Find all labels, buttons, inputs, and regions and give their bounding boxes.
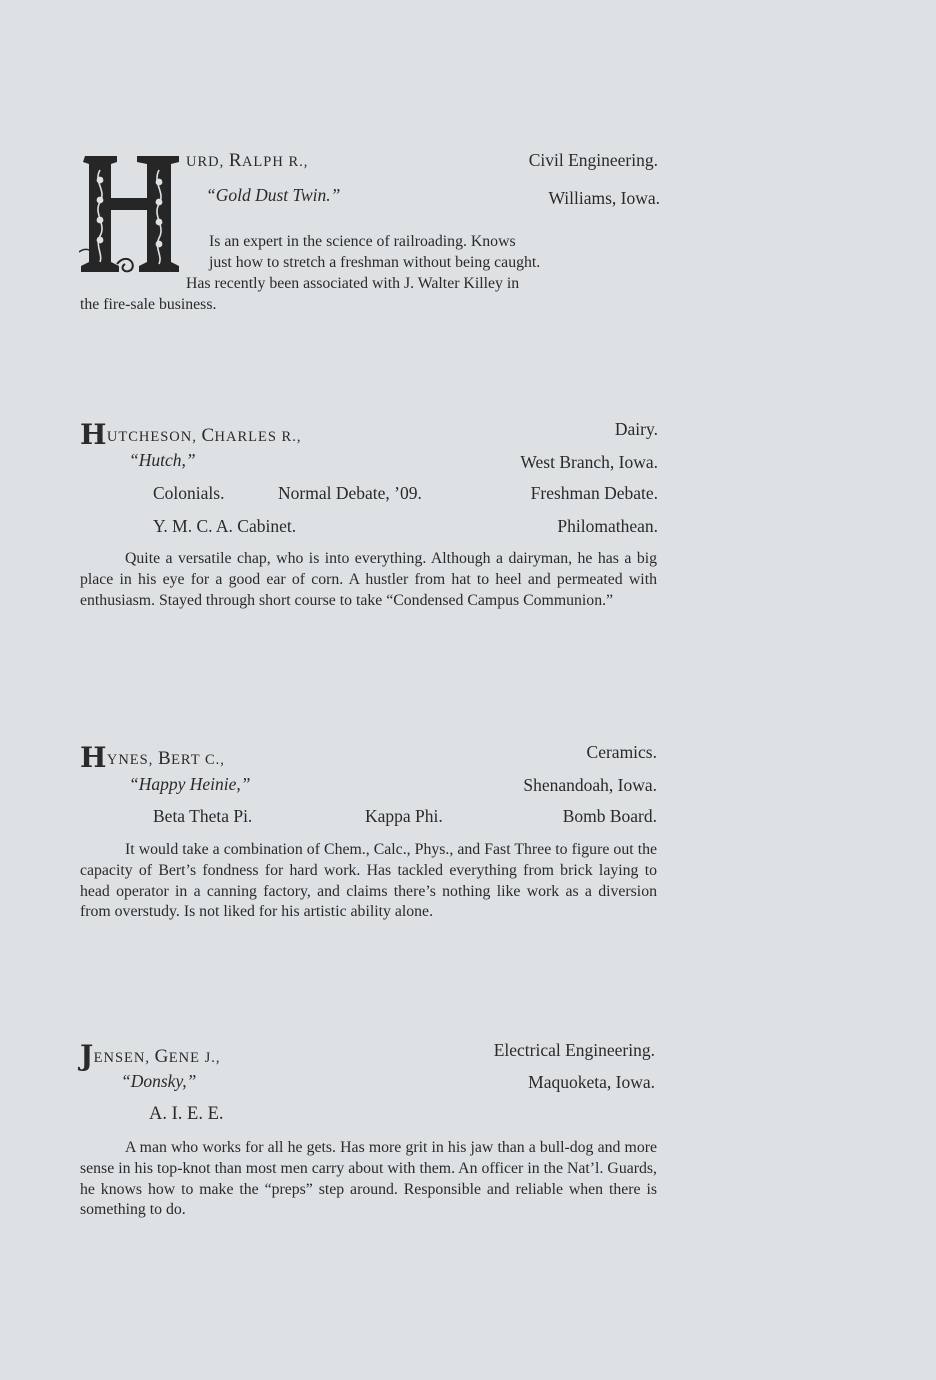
- entry-3-name: HYNES, BERT C.,: [80, 741, 225, 774]
- entry-2-activity: Normal Debate, ’09.: [278, 483, 422, 503]
- ornamental-dropcap-h: [79, 152, 183, 274]
- blackletter-initial: H: [80, 418, 107, 451]
- entry-3-nickname: “Happy Heinie,”: [129, 774, 251, 794]
- entry-4-name: JENSEN, GENE J.,: [80, 1039, 221, 1072]
- entry-1-line-2: just how to stretch a freshman without being caught.: [209, 254, 541, 271]
- entry-2-department: Dairy.: [614, 419, 658, 439]
- entry-4-department: Electrical Engineering.: [493, 1040, 655, 1060]
- entry-2-description: Quite a versatile chap, who is into everything. Although a dairyman, he has a big place in his eye for a good ear of corn. A hustler from hat to heel and permeated with enthusiasm. Stayed through short course to take “Condensed Campus Communion.”: [80, 550, 657, 609]
- entry-4-nickname: “Donsky,”: [121, 1071, 197, 1091]
- entry-3-department: Ceramics.: [586, 742, 657, 762]
- entry-1-line-1: Is an expert in the science of railroading. Knows: [209, 233, 516, 250]
- entry-3-hometown: Shenandoah, Iowa.: [523, 775, 657, 795]
- entry-2-hometown: West Branch, Iowa.: [520, 452, 658, 472]
- entry-1-hometown: Williams, Iowa.: [548, 188, 660, 208]
- entry-3-activity: Beta Theta Pi.: [153, 806, 253, 826]
- entry-2-name: HUTCHESON, CHARLES R.,: [80, 418, 302, 451]
- entry-1-line-4: the fire-sale business.: [80, 296, 217, 313]
- entry-2-activity: Y. M. C. A. Cabinet.: [153, 516, 297, 536]
- entry-2-activity: Philomathean.: [557, 516, 658, 536]
- entry-1-line-3: Has recently been associated with J. Walter Killey in: [186, 275, 520, 292]
- entry-2-activity: Colonials.: [153, 483, 225, 503]
- entry-3-activity: Kappa Phi.: [365, 806, 443, 826]
- entry-4-activity: A. I. E. E.: [149, 1104, 224, 1124]
- entry-1-name: URD, RALPH R.,: [186, 150, 309, 171]
- blackletter-initial: J: [80, 1039, 94, 1072]
- entry-1-department: Civil Engineering.: [528, 150, 658, 170]
- entry-3-activity: Bomb Board.: [562, 806, 657, 826]
- entry-2-activity: Freshman Debate.: [530, 483, 658, 503]
- entry-1-nickname: “Gold Dust Twin.”: [206, 185, 341, 205]
- blackletter-initial: H: [80, 741, 107, 774]
- entry-3-description: It would take a combination of Chem., Calc., Phys., and Fast Three to figure out the capacity of Bert’s fondness for hard work. Has tackled everything from brick laying to head operator in a canning factory, and claims there’s nothing like work as a diversion from overstudy. Is not liked for his artistic ability alone.: [80, 841, 657, 921]
- entry-4-description: A man who works for all he gets. Has more grit in his jaw than a bull-dog and more sense in his top-knot than most men carry about with them. An officer in the Nat’l. Guards, he knows how to make the “preps” step around. Responsible and reliable when there is something to do.: [80, 1139, 657, 1219]
- entry-2-nickname: “Hutch,”: [129, 450, 196, 470]
- entry-4-hometown: Maquoketa, Iowa.: [528, 1072, 655, 1092]
